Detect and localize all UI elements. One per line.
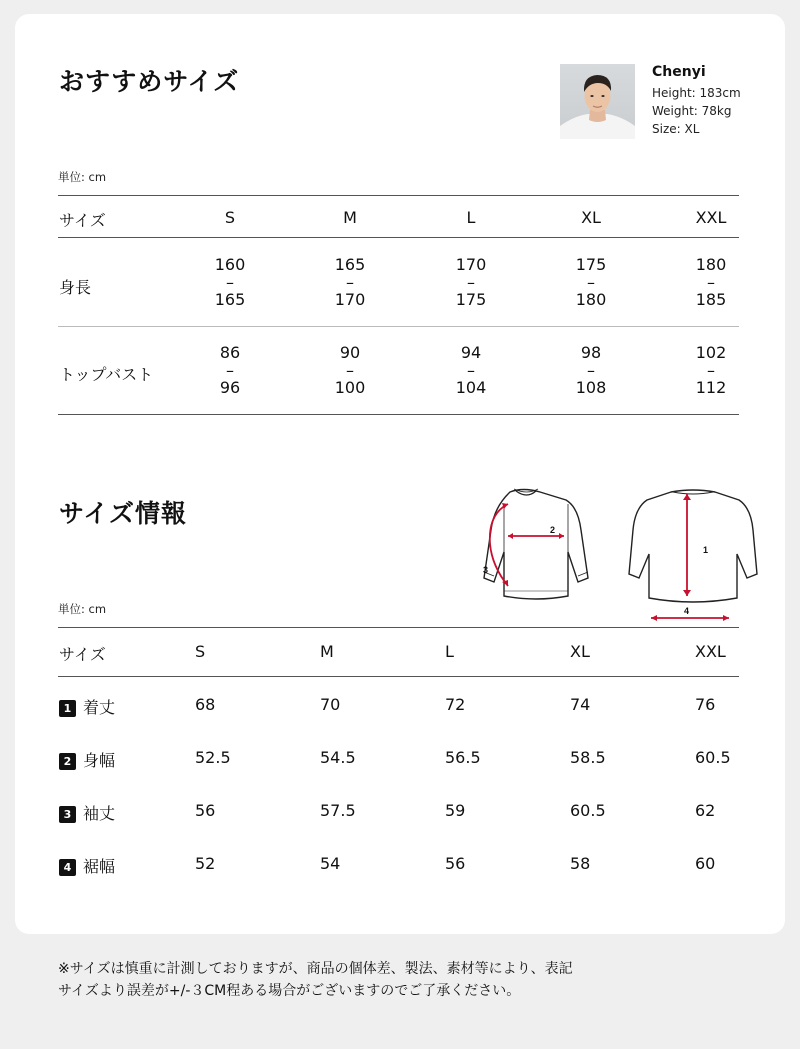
- model-height: Height: 183cm: [652, 86, 741, 100]
- header-size-label: サイズ: [59, 211, 106, 230]
- model-info: [652, 64, 741, 138]
- divider: [58, 237, 739, 238]
- value-cell: 57.5: [320, 801, 356, 820]
- divider: [58, 676, 739, 677]
- shirt-back-diagram: [623, 484, 763, 626]
- value-cell: 54: [320, 854, 341, 873]
- number-badge: 4: [59, 859, 76, 876]
- row-label-top-bust: トップバスト: [59, 365, 154, 384]
- value-cell: 54.5: [320, 748, 356, 767]
- header-size-xxl: XXL: [695, 642, 726, 661]
- value-cell: 52: [195, 854, 216, 873]
- model-size: Size: XL: [652, 122, 700, 136]
- shirt-front-diagram: [468, 482, 603, 606]
- range-cell: 98 – 108: [575, 343, 607, 397]
- range-cell: 102 – 112: [695, 343, 727, 397]
- range-cell: 160 – 165: [214, 255, 246, 309]
- disclaimer-line-2: サイズより誤差が+/-３CM程ある場合がございますのでご了承ください。: [58, 983, 521, 999]
- row-label-sleeve: 3 袖丈: [59, 801, 115, 824]
- value-cell: 59: [445, 801, 466, 820]
- recommend-unit: 単位: cm: [58, 170, 107, 184]
- range-cell: 180 – 185: [695, 255, 727, 309]
- header-size-label: サイズ: [59, 645, 106, 664]
- recommend-title: おすすめサイズ: [59, 67, 240, 96]
- header-size-m: M: [320, 642, 334, 661]
- value-cell: 60.5: [570, 801, 606, 820]
- range-cell: 86 – 96: [219, 343, 241, 397]
- range-cell: 94 – 104: [455, 343, 487, 397]
- value-cell: 60.5: [695, 748, 731, 767]
- row-label-width: 2 身幅: [59, 748, 115, 771]
- range-cell: 175 – 180: [575, 255, 607, 309]
- value-cell: 56.5: [445, 748, 481, 767]
- divider: [58, 627, 739, 628]
- value-cell: 58.5: [570, 748, 606, 767]
- range-cell: 90 – 100: [334, 343, 366, 397]
- size-guide-card: [15, 14, 785, 934]
- header-size-s: S: [224, 208, 236, 227]
- value-cell: 56: [445, 854, 466, 873]
- disclaimer-note: [58, 958, 758, 1002]
- model-photo: [560, 64, 635, 139]
- measure-label-3: 3: [483, 565, 489, 575]
- header-size-xl: XL: [570, 642, 590, 661]
- value-cell: 72: [445, 695, 466, 714]
- row-label-length: 1 着丈: [59, 695, 115, 718]
- header-size-l: L: [466, 208, 476, 227]
- number-badge: 1: [59, 700, 76, 717]
- measure-label-1: 1: [703, 545, 709, 555]
- header-size-xxl: XXL: [695, 208, 727, 227]
- range-cell: 170 – 175: [455, 255, 487, 309]
- value-cell: 56: [195, 801, 216, 820]
- value-cell: 52.5: [195, 748, 231, 767]
- divider: [58, 414, 739, 415]
- value-cell: 62: [695, 801, 716, 820]
- header-size-l: L: [445, 642, 454, 661]
- model-weight: Weight: 78kg: [652, 104, 732, 118]
- value-cell: 74: [570, 695, 591, 714]
- row-label-hem: 4 裾幅: [59, 854, 115, 877]
- value-cell: 70: [320, 695, 341, 714]
- measure-label-2: 2: [550, 525, 556, 535]
- divider: [58, 326, 739, 327]
- value-cell: 68: [195, 695, 216, 714]
- model-name: Chenyi: [652, 64, 706, 80]
- measure-label-4: 4: [684, 606, 690, 616]
- number-badge: 3: [59, 806, 76, 823]
- value-cell: 58: [570, 854, 591, 873]
- header-size-xl: XL: [581, 208, 601, 227]
- divider: [58, 195, 739, 196]
- header-size-m: M: [343, 208, 357, 227]
- value-cell: 76: [695, 695, 716, 714]
- value-cell: 60: [695, 854, 716, 873]
- range-cell: 165 – 170: [334, 255, 366, 309]
- row-label-height: 身長: [59, 278, 92, 297]
- sizeinfo-unit: 単位: cm: [58, 602, 107, 616]
- header-size-s: S: [195, 642, 206, 661]
- disclaimer-line-1: ※サイズは慎重に計測しておりますが、商品の個体差、製法、素材等により、表記: [58, 961, 573, 977]
- sizeinfo-title: サイズ情報: [59, 499, 188, 528]
- number-badge: 2: [59, 753, 76, 770]
